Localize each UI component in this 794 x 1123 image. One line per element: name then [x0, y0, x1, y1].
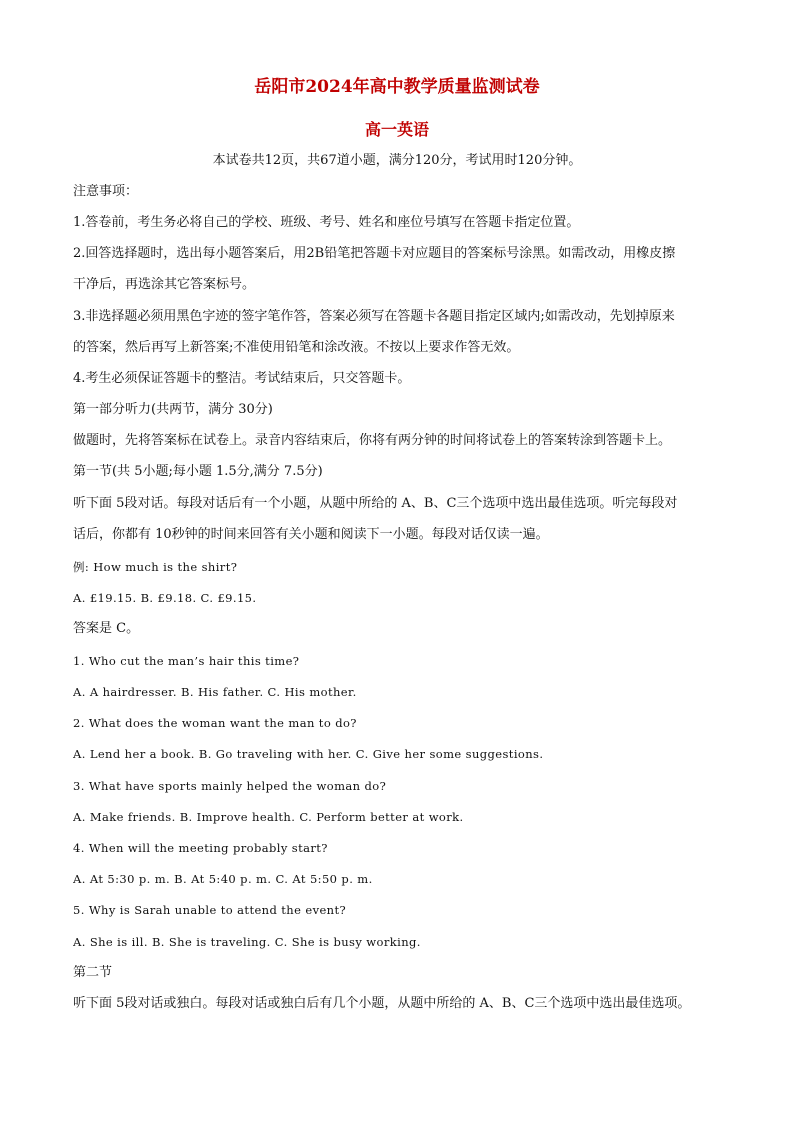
notice-item-2-line-1: 2.回答选择题时，选出每小题答案后，用2B铅笔把答题卡对应题目的答案标号涂黑。如需改动，用橡皮擦: [73, 246, 676, 261]
section1-heading: 第一节(共 5小题;每小题 1.5分,满分 7.5分): [73, 464, 323, 479]
notice-item-4: 4.考生必须保证答题卡的整洁。考试结束后，只交答题卡。: [73, 371, 411, 386]
example-question: 例: How much is the shirt?: [73, 560, 238, 574]
question-4: 4. When will the meeting probably start?: [73, 841, 328, 855]
exam-title: 岳阳市2024年高中教学质量监测试卷: [254, 77, 540, 97]
part1-instruction: 做题时，先将答案标在试卷上。录音内容结束后，你将有两分钟的时间将试卷上的答案转涂到答题卡上。: [73, 433, 672, 448]
example-options: A. £19.15. B. £9.18. C. £9.15.: [73, 591, 257, 605]
question-1: 1. Who cut the man’s hair this time?: [73, 654, 300, 668]
section2-instruction: 听下面 5段对话或独白。每段对话或独白后有几个小题，从题中所给的 A、B、C三个选项中选出最佳选项。: [73, 996, 691, 1011]
section1-instruction-line-2: 话后，你都有 10秒钟的时间来回答有关小题和阅读下一小题。每段对话仅读一遍。: [73, 527, 549, 542]
notice-item-2-line-2: 干净后，再选涂其它答案标号。: [73, 277, 256, 292]
part1-heading: 第一部分听力(共两节，满分 30分): [73, 402, 273, 417]
exam-subtitle: 高一英语: [364, 120, 429, 139]
question-3-options: A. Make friends. B. Improve health. C. Perform better at work.: [73, 810, 464, 824]
question-5-options: A. She is ill. B. She is traveling. C. She is busy working.: [73, 935, 421, 949]
exam-summary: 本试卷共12页，共67道小题，满分120分，考试用时120分钟。: [212, 153, 582, 168]
section1-instruction-line-1: 听下面 5段对话。每段对话后有一个小题，从题中所给的 A、B、C三个选项中选出最佳选项。听完每段对: [73, 496, 678, 511]
question-3: 3. What have sports mainly helped the woman do?: [73, 779, 387, 793]
question-2: 2. What does the woman want the man to do?: [73, 716, 357, 730]
question-2-options: A. Lend her a book. B. Go traveling with her. C. Give her some suggestions.: [73, 747, 544, 761]
section2-heading: 第二节: [73, 965, 113, 980]
question-5: 5. Why is Sarah unable to attend the event?: [73, 903, 347, 917]
question-1-options: A. A hairdresser. B. His father. C. His mother.: [73, 685, 357, 699]
example-answer: 答案是 C。: [73, 621, 140, 636]
question-4-options: A. At 5:30 p. m. B. At 5:40 p. m. C. At 5:50 p. m.: [73, 872, 373, 886]
notice-item-1: 1.答卷前，考生务必将自己的学校、班级、考号、姓名和座位号填写在答题卡指定位置。: [73, 215, 580, 230]
notice-item-3-line-1: 3.非选择题必须用黑色字迹的签字笔作答，答案必须写在答题卡各题目指定区域内;如需改动，先划掉原来: [73, 309, 675, 324]
notice-item-3-line-2: 的答案，然后再写上新答案;不准使用铅笔和涂改液。不按以上要求作答无效。: [73, 340, 520, 355]
notice-heading: 注意事项：: [73, 184, 139, 199]
